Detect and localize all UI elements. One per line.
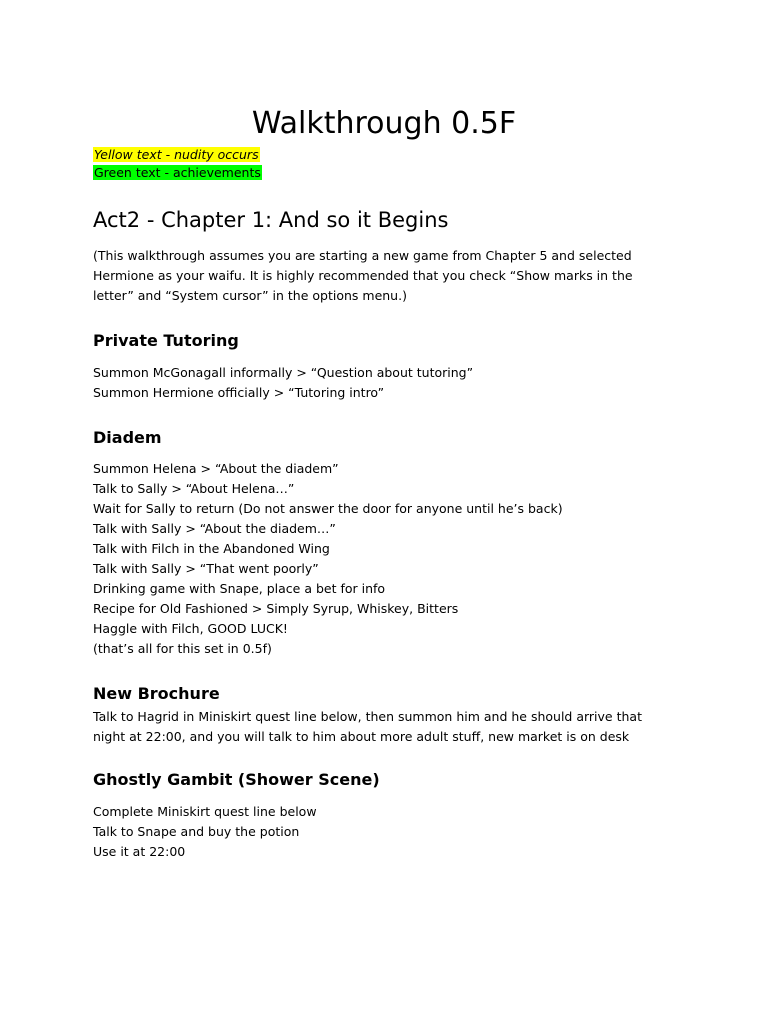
list-item: Summon Hermione officially > “Tutoring intro” bbox=[93, 385, 385, 400]
section-heading-ghostly-gambit: Ghostly Gambit (Shower Scene) bbox=[93, 770, 380, 789]
legend-achievements-text: Green text - achievements bbox=[94, 165, 261, 180]
list-item: Talk with Sally > “That went poorly” bbox=[93, 561, 319, 576]
list-item: Talk with Filch in the Abandoned Wing bbox=[93, 541, 330, 556]
list-item: Talk to Snape and buy the potion bbox=[93, 824, 300, 839]
list-item: Summon Helena > “About the diadem” bbox=[93, 461, 339, 476]
chapter-title: Act2 - Chapter 1: And so it Begins bbox=[93, 208, 449, 232]
section-heading-private-tutoring: Private Tutoring bbox=[93, 331, 239, 350]
list-item: Wait for Sally to return (Do not answer the door for anyone until he’s back) bbox=[93, 501, 563, 516]
list-item: Drinking game with Snape, place a bet for info bbox=[93, 581, 386, 596]
list-item: Talk with Sally > “About the diadem…” bbox=[93, 521, 336, 536]
steps-ghostly-gambit bbox=[93, 802, 317, 862]
section-heading-new-brochure: New Brochure bbox=[93, 684, 220, 703]
new-brochure-paragraph: Talk to Hagrid in Miniskirt quest line below, then summon him and he should arrive that night at 22:00, and you will talk to him about more adult stuff, new market is on desk bbox=[93, 709, 642, 744]
list-item: Complete Miniskirt quest line below bbox=[93, 804, 317, 819]
legend-nudity-text: Yellow text - nudity occurs bbox=[94, 147, 259, 162]
list-item: Recipe for Old Fashioned > Simply Syrup, Whiskey, Bitters bbox=[93, 601, 459, 616]
list-item: Use it at 22:00 bbox=[93, 844, 186, 859]
steps-diadem bbox=[93, 459, 563, 659]
intro-paragraph: (This walkthrough assumes you are starting a new game from Chapter 5 and selected Hermione as your waifu. It is highly recommended that you check “Show marks in the letter” and “System cursor” in the options menu.) bbox=[93, 248, 633, 303]
document-title: Walkthrough 0.5F bbox=[251, 106, 517, 141]
section-heading-diadem: Diadem bbox=[93, 428, 162, 447]
list-item: (that’s all for this set in 0.5f) bbox=[93, 641, 272, 656]
list-item: Talk to Sally > “About Helena…” bbox=[93, 481, 295, 496]
list-item: Summon McGonagall informally > “Question about tutoring” bbox=[93, 365, 474, 380]
legend-achievements bbox=[93, 164, 262, 181]
list-item: Haggle with Filch, GOOD LUCK! bbox=[93, 621, 288, 636]
steps-private-tutoring bbox=[93, 363, 473, 403]
legend-nudity bbox=[93, 146, 260, 163]
